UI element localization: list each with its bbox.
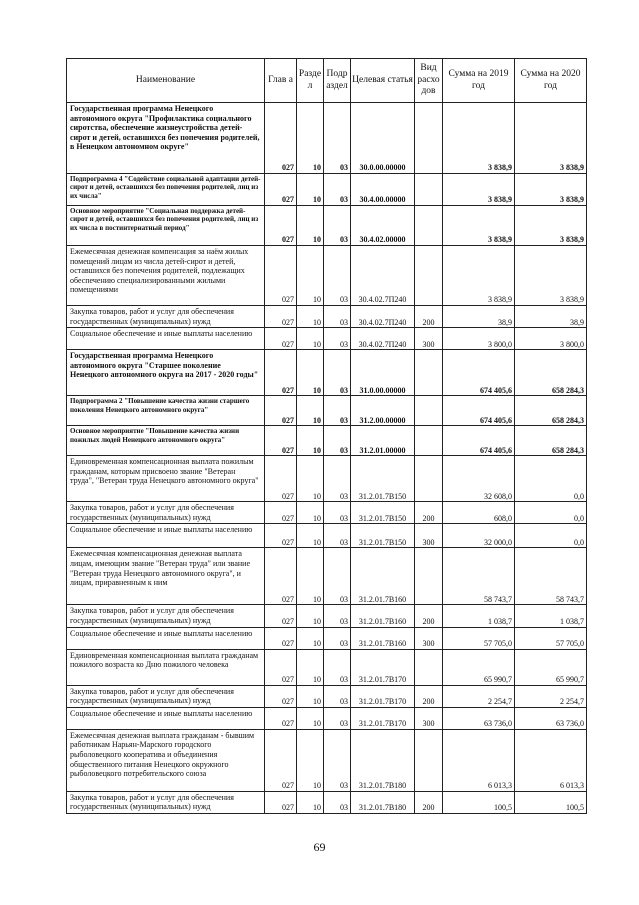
row-vid: 300 [415,627,443,649]
row-statya: 31.2.01.7В170 [351,649,415,685]
row-vid [415,206,443,246]
row-glava: 027 [265,206,297,246]
row-sum-2019: 32 000,0 [443,524,515,548]
row-razdel: 10 [297,605,324,627]
row-sum-2019: 32 608,0 [443,456,515,502]
row-statya: 31.2.01.00000 [351,426,415,456]
row-sum-2020: 2 254,7 [515,685,587,707]
row-podrazdel: 03 [324,548,351,605]
row-name: Закупка товаров, работ и услуг для обеспечения государственных (муниципальных) нужд [67,605,265,627]
row-sum-2020: 0,0 [515,524,587,548]
row-razdel: 10 [297,350,324,396]
row-statya: 31.2.01.7В170 [351,685,415,707]
row-podrazdel: 03 [324,707,351,729]
header-razdel: Разде л [297,59,324,103]
row-statya: 30.4.02.00000 [351,206,415,246]
row-vid [415,729,443,791]
header-name: Наименование [67,59,265,103]
row-razdel: 10 [297,649,324,685]
table-row [67,685,587,707]
row-statya: 30.4.02.7П240 [351,246,415,306]
row-glava: 027 [265,426,297,456]
row-statya: 31.2.01.7В160 [351,627,415,649]
row-podrazdel: 03 [324,791,351,813]
table-row [67,548,587,605]
row-podrazdel: 03 [324,103,351,174]
row-sum-2019: 58 743,7 [443,548,515,605]
row-sum-2019: 38,9 [443,306,515,328]
row-name: Подпрограмма 2 "Повышение качества жизни старшего поколения Ненецкого автономного округа" [67,396,265,426]
row-glava: 027 [265,729,297,791]
row-razdel: 10 [297,456,324,502]
row-podrazdel: 03 [324,605,351,627]
row-statya: 31.2.01.7В180 [351,791,415,813]
row-glava: 027 [265,246,297,306]
row-glava: 027 [265,328,297,350]
row-sum-2020: 0,0 [515,456,587,502]
row-sum-2019: 57 705,0 [443,627,515,649]
row-sum-2020: 57 705,0 [515,627,587,649]
row-name: Социальное обеспечение и иные выплаты населению [67,627,265,649]
row-sum-2020: 65 990,7 [515,649,587,685]
row-statya: 31.2.01.7В170 [351,707,415,729]
table-row [67,605,587,627]
row-glava: 027 [265,306,297,328]
row-razdel: 10 [297,174,324,206]
header-podrazdel: Подр аздел [324,59,351,103]
row-sum-2019: 65 990,7 [443,649,515,685]
row-statya: 31.2.01.7В180 [351,729,415,791]
row-vid: 200 [415,306,443,328]
row-razdel: 10 [297,524,324,548]
row-sum-2020: 100,5 [515,791,587,813]
row-razdel: 10 [297,426,324,456]
row-name: Единовременная компенсационная выплата гражданам пожилого возраста ко Дню пожилого человека [67,649,265,685]
row-vid [415,548,443,605]
row-vid: 300 [415,707,443,729]
row-glava: 027 [265,524,297,548]
row-glava: 027 [265,548,297,605]
row-name: Ежемесячная денежная выплата гражданам - бывшим работникам Нарьян-Марского городского рыболовецкого кооператива и объединения общественного питания Ненецкого окружного рыболовецкого потребительского союза [67,729,265,791]
row-statya: 30.4.02.7П240 [351,306,415,328]
row-podrazdel: 03 [324,649,351,685]
row-statya: 31.2.00.00000 [351,396,415,426]
row-sum-2020: 3 838,9 [515,103,587,174]
header-glava: Глав а [265,59,297,103]
row-podrazdel: 03 [324,206,351,246]
row-name: Подпрограмма 4 "Содействие социальной адаптации детей-сирот и детей, оставшихся без попечения родителей, лиц из их числа" [67,174,265,206]
row-vid: 200 [415,502,443,524]
row-razdel: 10 [297,103,324,174]
row-glava: 027 [265,456,297,502]
table-row [67,174,587,206]
row-sum-2020: 3 838,9 [515,174,587,206]
row-vid: 300 [415,524,443,548]
row-name: Закупка товаров, работ и услуг для обеспечения государственных (муниципальных) нужд [67,502,265,524]
row-sum-2020: 3 800,0 [515,328,587,350]
row-podrazdel: 03 [324,328,351,350]
row-razdel: 10 [297,707,324,729]
row-name: Закупка товаров, работ и услуг для обеспечения государственных (муниципальных) нужд [67,791,265,813]
row-sum-2019: 2 254,7 [443,685,515,707]
row-sum-2019: 3 838,9 [443,174,515,206]
budget-table [66,58,587,814]
row-glava: 027 [265,605,297,627]
row-sum-2019: 3 800,0 [443,328,515,350]
row-name: Ежемесячная денежная компенсация за наём жилых помещений лицам из числа детей-сирот и детей, оставшихся без попечения родителей, подлежащих обеспечению специализированными жилыми помещениями [67,246,265,306]
row-vid [415,426,443,456]
row-name: Государственная программа Ненецкого автономного округа "Старшее поколение Ненецкого автономного округа на 2017 - 2020 годы" [67,350,265,396]
row-glava: 027 [265,791,297,813]
page-number: 69 [313,840,326,854]
row-vid [415,174,443,206]
row-sum-2019: 3 838,9 [443,206,515,246]
row-sum-2019: 3 838,9 [443,103,515,174]
table-row [67,524,587,548]
row-statya: 31.2.01.7В160 [351,605,415,627]
row-statya: 31.2.01.7В160 [351,548,415,605]
table-row [67,103,587,174]
row-glava: 027 [265,350,297,396]
table-row [67,396,587,426]
row-sum-2020: 658 284,3 [515,426,587,456]
row-podrazdel: 03 [324,174,351,206]
header-sum-2020: Сумма на 2020 год [515,59,587,103]
row-sum-2019: 63 736,0 [443,707,515,729]
table-row [67,502,587,524]
row-statya: 31.2.01.7В150 [351,502,415,524]
row-name: Социальное обеспечение и иные выплаты населению [67,328,265,350]
row-sum-2019: 6 013,3 [443,729,515,791]
row-podrazdel: 03 [324,426,351,456]
table-row [67,627,587,649]
row-sum-2019: 1 038,7 [443,605,515,627]
row-sum-2020: 3 838,9 [515,246,587,306]
row-sum-2019: 674 405,6 [443,396,515,426]
row-sum-2019: 3 838,9 [443,246,515,306]
row-glava: 027 [265,685,297,707]
table-row [67,206,587,246]
row-name: Закупка товаров, работ и услуг для обеспечения государственных (муниципальных) нужд [67,685,265,707]
row-statya: 30.4.00.00000 [351,174,415,206]
table-row [67,729,587,791]
table-row [67,649,587,685]
row-name: Закупка товаров, работ и услуг для обеспечения государственных (муниципальных) нужд [67,306,265,328]
row-glava: 027 [265,396,297,426]
row-sum-2020: 1 038,7 [515,605,587,627]
row-podrazdel: 03 [324,350,351,396]
table-header-row [67,59,587,103]
row-razdel: 10 [297,328,324,350]
row-vid: 200 [415,605,443,627]
row-name: Основное мероприятие "Социальная поддержка детей-сирот и детей, оставшихся без попечения родителей, лиц из их числа в постинтернатный период" [67,206,265,246]
row-name: Социальное обеспечение и иные выплаты населению [67,524,265,548]
row-statya: 30.4.02.7П240 [351,328,415,350]
row-statya: 31.2.01.7В150 [351,456,415,502]
row-vid [415,246,443,306]
header-vid: Вид расхо дов [415,59,443,103]
row-razdel: 10 [297,396,324,426]
row-name: Единовременная компенсационная выплата пожилым гражданам, которым присвоено звание "Ветеран труда", "Ветеран труда Ненецкого автономного округа" [67,456,265,502]
row-vid [415,103,443,174]
row-podrazdel: 03 [324,396,351,426]
row-sum-2020: 63 736,0 [515,707,587,729]
row-vid [415,649,443,685]
row-podrazdel: 03 [324,729,351,791]
row-podrazdel: 03 [324,685,351,707]
row-sum-2019: 674 405,6 [443,350,515,396]
row-name: Основное мероприятие "Повышение качества жизни пожилых людей Ненецкого автономного округа" [67,426,265,456]
row-sum-2020: 58 743,7 [515,548,587,605]
row-statya: 31.0.00.00000 [351,350,415,396]
row-name: Государственная программа Ненецкого автономного округа "Профилактика социального сиротства, обеспечение жизнеустройства детей-сирот и детей, оставшихся без попечения родителей, в Ненецком автономном округе" [67,103,265,174]
row-statya: 30.0.00.00000 [351,103,415,174]
row-glava: 027 [265,707,297,729]
table-row [67,791,587,813]
row-sum-2020: 38,9 [515,306,587,328]
row-sum-2020: 658 284,3 [515,350,587,396]
row-razdel: 10 [297,246,324,306]
row-podrazdel: 03 [324,456,351,502]
row-vid [415,396,443,426]
row-vid: 200 [415,685,443,707]
row-vid: 200 [415,791,443,813]
row-sum-2019: 608,0 [443,502,515,524]
row-razdel: 10 [297,627,324,649]
row-razdel: 10 [297,206,324,246]
row-sum-2020: 658 284,3 [515,396,587,426]
row-podrazdel: 03 [324,524,351,548]
row-razdel: 10 [297,685,324,707]
row-glava: 027 [265,174,297,206]
table-row [67,456,587,502]
row-podrazdel: 03 [324,627,351,649]
row-sum-2019: 100,5 [443,791,515,813]
header-statya: Целевая статья [351,59,415,103]
row-glava: 027 [265,502,297,524]
row-razdel: 10 [297,548,324,605]
row-sum-2020: 0,0 [515,502,587,524]
table-row [67,328,587,350]
row-name: Социальное обеспечение и иные выплаты населению [67,707,265,729]
table-row [67,306,587,328]
row-sum-2019: 674 405,6 [443,426,515,456]
table-row [67,707,587,729]
row-glava: 027 [265,627,297,649]
row-razdel: 10 [297,306,324,328]
header-sum-2019: Сумма на 2019 год [443,59,515,103]
row-glava: 027 [265,103,297,174]
row-sum-2020: 6 013,3 [515,729,587,791]
row-podrazdel: 03 [324,502,351,524]
row-razdel: 10 [297,502,324,524]
row-razdel: 10 [297,791,324,813]
row-statya: 31.2.01.7В150 [351,524,415,548]
table-row [67,426,587,456]
row-sum-2020: 3 838,9 [515,206,587,246]
row-vid [415,456,443,502]
table-row [67,350,587,396]
row-vid [415,350,443,396]
row-razdel: 10 [297,729,324,791]
row-vid: 300 [415,328,443,350]
row-name: Ежемесячная компенсационная денежная выплата лицам, имеющим звание "Ветеран труда" или звание "Ветеран труда Ненецкого автономного округа", и лицам, приравненным к ним [67,548,265,605]
row-glava: 027 [265,649,297,685]
row-podrazdel: 03 [324,306,351,328]
row-podrazdel: 03 [324,246,351,306]
table-row [67,246,587,306]
